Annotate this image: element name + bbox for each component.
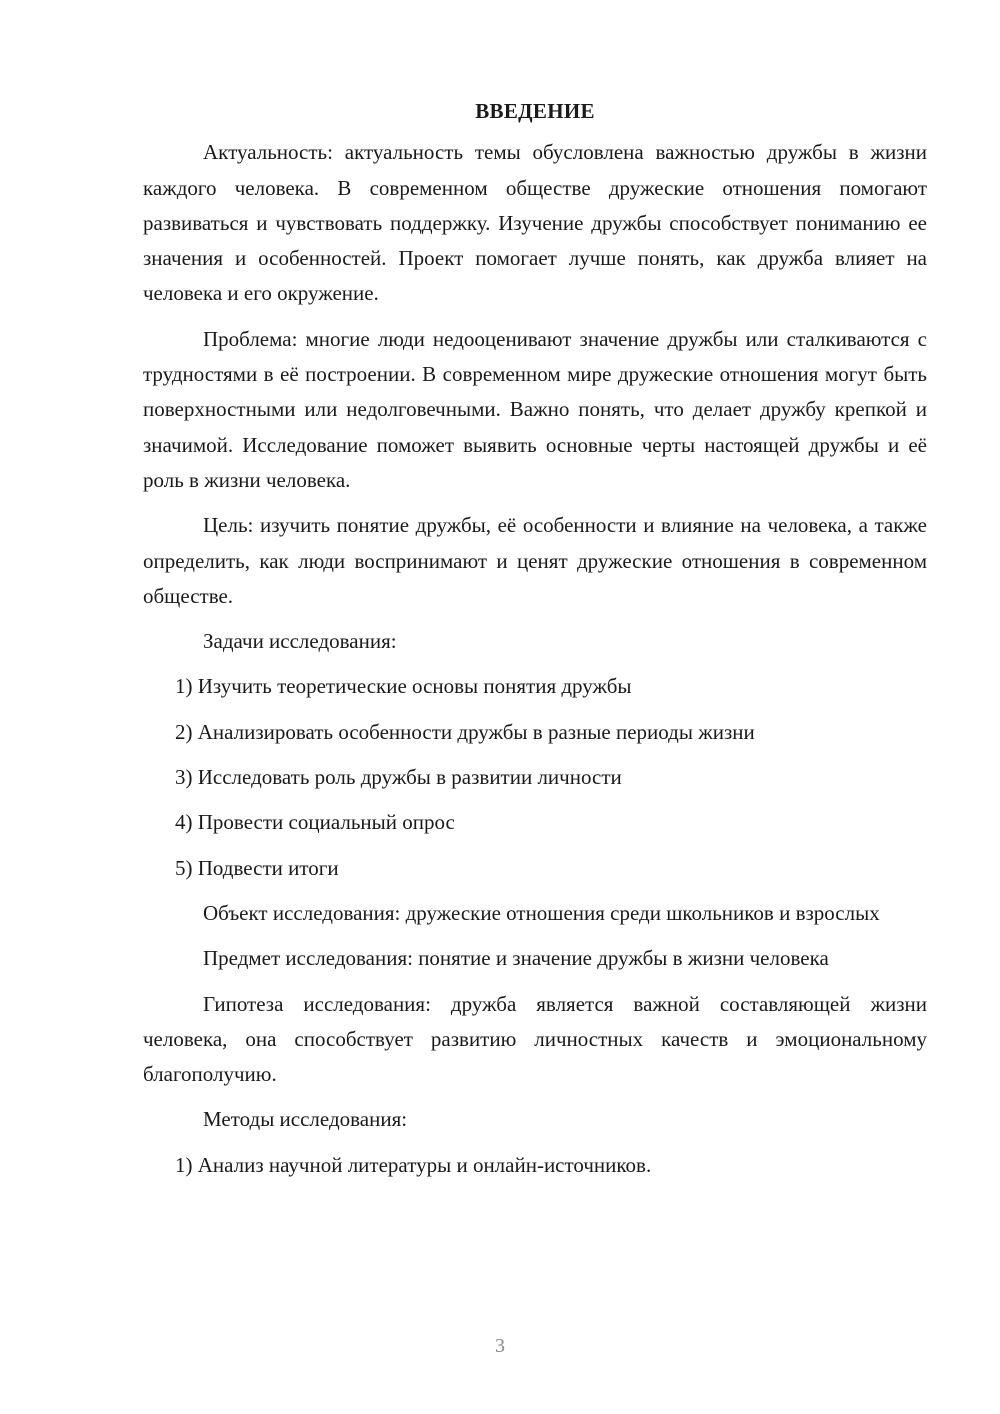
page-number: 3	[495, 1335, 505, 1357]
task-item: 3) Исследовать роль дружбы в развитии личности	[175, 765, 622, 790]
method-item: 1) Анализ научной литературы и онлайн-источников.	[175, 1152, 652, 1177]
paragraph-object: Объект исследования: дружеские отношения среди школьников и взрослых	[203, 900, 880, 925]
task-item: 4) Провести социальный опрос	[175, 810, 455, 835]
paragraph-hypothesis: Гипотеза исследования: дружба является важной составляющей жизни человека, она способствует развитию личностных качеств и эмоциональному благополучию.	[143, 991, 927, 1087]
methods-heading: Методы исследования:	[203, 1107, 408, 1132]
task-item: 2) Анализировать особенности дружбы в разные периоды жизни	[175, 719, 755, 744]
section-title: ВВЕДЕНИЕ	[475, 99, 595, 123]
document-page	[143, 94, 927, 1193]
task-item: 1) Изучить теоретические основы понятия дружбы	[175, 674, 632, 699]
methods-list	[143, 1148, 927, 1183]
paragraph-relevance: Актуальность: актуальность темы обусловлена важностью дружбы в жизни каждого человека. В современном обществе дружеские отношения помогают развиваться и чувствовать поддержку. Изучение дружбы способствует пониманию ее значения и особенностей. Проект помогает лучше понять, как дружба влияет на человека и его окружение.	[143, 140, 927, 306]
task-item: 5) Подвести итоги	[175, 855, 339, 880]
paragraph-problem: Проблема: многие люди недооценивают значение дружбы или сталкиваются с трудностями в её построении. В современном мире дружеские отношения могут быть поверхностными или недолговечными. Важно понять, что делает дружбу крепкой и значимой. Исследование поможет выявить основные черты настоящей дружбы и её роль в жизни человека.	[143, 326, 927, 492]
paragraph-goal: Цель: изучить понятие дружбы, её особенности и влияние на человека, а также определить, как люди воспринимают и ценят дружеские отношения в современном обществе.	[143, 513, 927, 608]
tasks-list	[143, 669, 927, 885]
tasks-heading: Задачи исследования:	[203, 629, 397, 654]
paragraph-subject: Предмет исследования: понятие и значение дружбы в жизни человека	[203, 946, 829, 971]
